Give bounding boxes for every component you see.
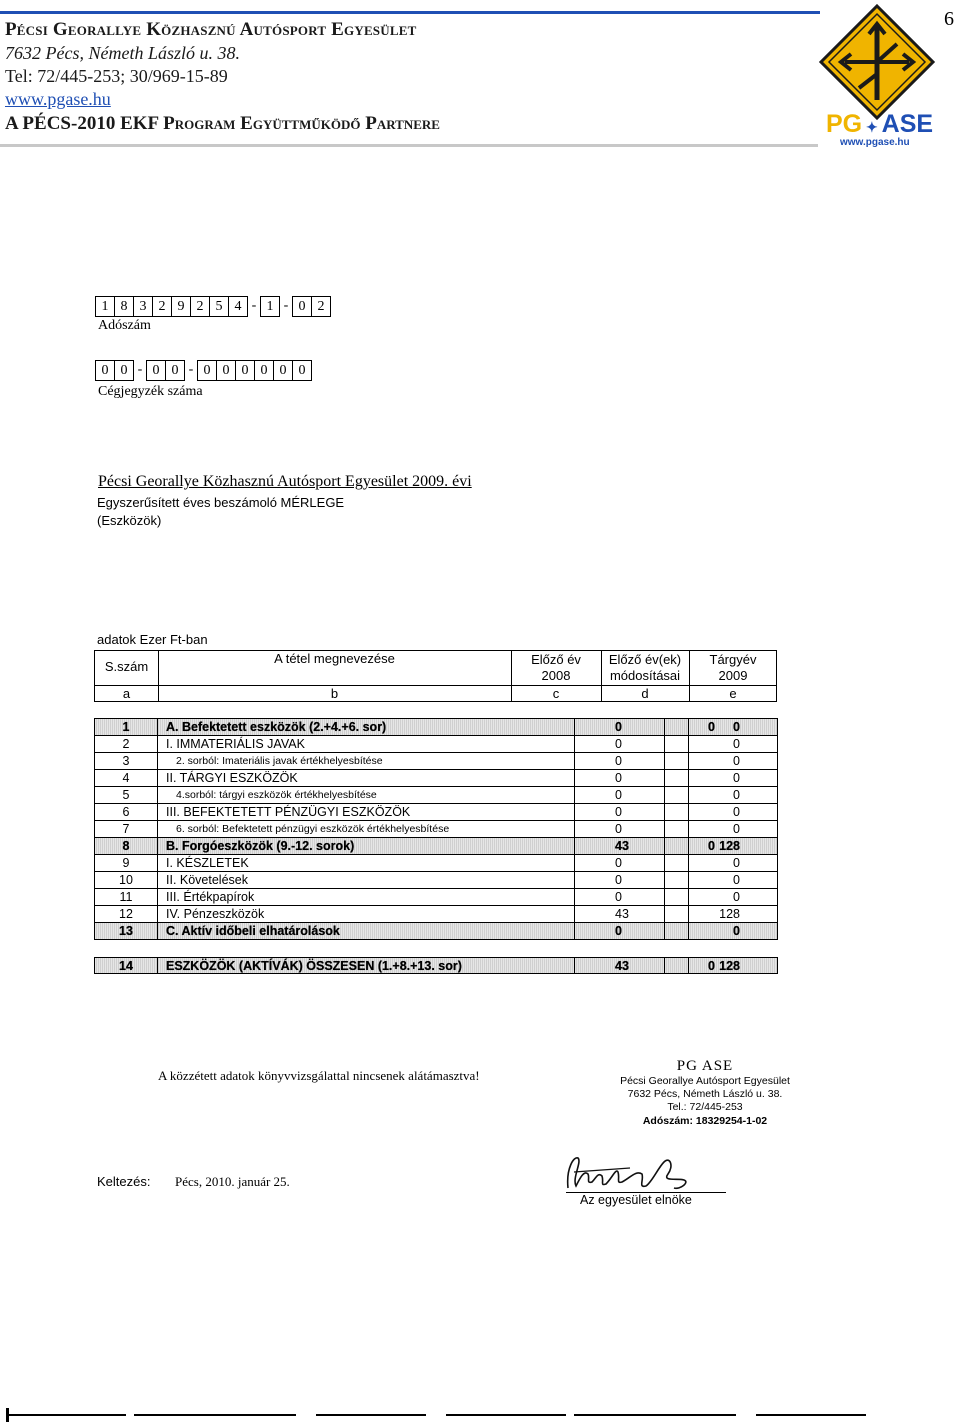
document-subtitle: Egyszerűsített éves beszámoló MÉRLEGE [97,495,345,510]
company-reg-digit: 0 [95,360,115,381]
table-row [94,872,778,889]
row-current-year-cell [688,804,778,820]
company-reg-digit: - [137,362,143,377]
row-number: 4 [94,770,157,786]
row-current-year-cell [688,923,778,939]
col-current-year-value: 2009 [718,668,748,683]
row-description: B. Forgóeszközök (9.-12. sorok) [157,838,574,854]
table-row [94,889,778,906]
table-row [94,838,778,855]
row-prev-year-value: 0 [574,719,664,735]
row-current-year-cell [688,821,778,837]
balance-table-header [94,650,777,702]
row-current-year-cell [688,906,778,922]
table-row [94,804,778,821]
unit-note: adatok Ezer Ft-ban [97,632,208,647]
table-row [94,855,778,872]
col-letter-d: d [641,686,649,701]
row-prev-year-value: 0 [574,770,664,786]
row-modification-value: 0 [664,958,758,973]
row-current-year-cell [688,958,778,973]
row-current-year-cell [688,753,778,769]
row-number: 1 [94,719,157,735]
col-item-name: A tétel megnevezése [274,651,395,666]
row-prev-year-value: 43 [574,958,664,973]
col-letter-e: e [729,686,737,701]
company-reg-boxes [95,360,311,381]
col-letter-c: c [552,686,560,701]
row-description: IV. Pénzeszközök [157,906,574,922]
signature-label: Az egyesület elnöke [580,1193,692,1207]
table-row [94,821,778,838]
tax-id-digit: 9 [171,296,191,317]
organization-stamp [605,1058,805,1128]
row-prev-year-value: 0 [574,923,664,939]
row-prev-year-value: 0 [574,872,664,888]
tax-id-digit: 0 [292,296,312,317]
row-current-year-value: 128 [719,907,740,921]
logo-ase: ASE [881,110,934,138]
row-current-year-value: 0 [733,771,740,785]
document-subtitle-assets: (Eszközök) [97,513,162,528]
table-row [94,787,778,804]
audit-note: A közzétett adatok könyvvizsgálattal nincsenek alátámasztva! [158,1068,480,1083]
row-number: 10 [94,872,157,888]
row-current-year-cell [688,787,778,803]
company-reg-digit: 0 [292,360,312,381]
row-current-year-cell [688,719,778,735]
tax-id-label: Adószám [98,318,151,333]
table-row [94,736,778,753]
company-reg-digit: 0 [114,360,134,381]
table-row [94,923,778,940]
row-current-year-value: 0 [733,805,740,819]
row-number: 14 [94,958,157,973]
table-row [94,770,778,787]
col-letter-a: a [122,686,131,701]
row-number: 8 [94,838,157,854]
row-description: I. KÉSZLETEK [157,855,574,871]
row-current-year-cell [688,855,778,871]
row-number: 5 [94,787,157,803]
row-number: 11 [94,889,157,905]
table-row [94,719,778,736]
company-reg-digit: 0 [273,360,293,381]
table-row [94,906,778,923]
row-description: 6. sorból: Befektetett pénzügyi eszközök értékhelyesbítése [157,821,574,837]
tax-id-digit: - [251,298,257,313]
row-current-year-value: 0 [733,754,740,768]
table-row [94,957,778,974]
logo-url: www.pgase.hu [840,137,910,148]
row-prev-year-value: 0 [574,804,664,820]
table-gap [94,940,778,957]
document-title: Pécsi Georallye Közhasznú Autósport Egyesület 2009. évi [98,473,472,490]
row-current-year-cell [688,736,778,752]
row-current-year-cell [688,770,778,786]
org-website-link[interactable]: www.pgase.hu [5,89,111,109]
row-prev-year-value: 0 [574,787,664,803]
tax-id-digit: 4 [228,296,248,317]
col-prev-year-value: 2008 [541,668,571,683]
row-description: II. Követelések [157,872,574,888]
row-prev-year-value: 0 [574,855,664,871]
balance-table-body [94,718,778,974]
org-phone: Tel: 72/445-253; 30/969-15-89 [5,66,228,86]
company-reg-digit: - [188,362,194,377]
row-current-year-value: 0 [733,890,740,904]
row-current-year-cell [688,838,778,854]
row-current-year-cell [688,889,778,905]
col-modifications: Előző év(ek) [608,652,682,667]
row-current-year-value: 0 [733,924,740,938]
row-modification-value: 0 [664,719,758,735]
company-reg-digit: 0 [146,360,166,381]
stamp-line-2: Pécsi Georallye Autósport Egyesület [620,1075,790,1087]
row-number: 2 [94,736,157,752]
header-rule-bottom [0,144,818,147]
row-current-year-value: 0 [733,856,740,870]
table-row [94,753,778,770]
row-prev-year-value: 43 [574,906,664,922]
row-description: 2. sorból: Imateriális javak értékhelyesbítése [157,753,574,769]
row-description: III. BEFEKTETETT PÉNZÜGYI ESZKÖZÖK [157,804,574,820]
row-description: II. TÁRGYI ESZKÖZÖK [157,770,574,786]
logo-wordmark: PG ✦ ASE [826,110,934,138]
row-number: 6 [94,804,157,820]
col-prev-year: Előző év [531,652,581,667]
company-reg-digit: 0 [165,360,185,381]
row-number: 7 [94,821,157,837]
row-description: 4.sorból: tárgyi eszközök értékhelyesbítése [157,787,574,803]
tax-id-digit: 1 [95,296,115,317]
org-name: Pécsi Georallye Közhasznú Autósport Egyesület [5,19,417,40]
stamp-line-5: Adószám: 18329254-1-02 [642,1115,768,1127]
row-number: 3 [94,753,157,769]
row-current-year-value: 0 [733,822,740,836]
row-current-year-value: 128 [719,839,740,853]
col-letter-b: b [330,686,339,701]
page-number: 6 [944,8,954,30]
row-number: 12 [94,906,157,922]
dated-value: Pécs, 2010. január 25. [175,1174,290,1189]
row-current-year-cell [688,872,778,888]
row-description: I. IMMATERIÁLIS JAVAK [157,736,574,752]
row-description: III. Értékpapírok [157,889,574,905]
row-current-year-value: 0 [733,737,740,751]
tax-id-digit: 8 [114,296,134,317]
handwritten-signature [560,1148,730,1198]
company-reg-digit: 0 [197,360,217,381]
col-s-szam: S.szám [104,659,149,674]
row-number: 13 [94,923,157,939]
tax-id-digit: 5 [209,296,229,317]
row-prev-year-value: 0 [574,821,664,837]
tax-id-boxes [95,296,330,317]
company-reg-digit: 0 [235,360,255,381]
company-reg-digit: 0 [254,360,274,381]
row-prev-year-value: 43 [574,838,664,854]
company-reg-digit: 0 [216,360,236,381]
company-reg-label: Cégjegyzék száma [98,384,203,399]
stamp-line-1: PG ASE [676,1058,734,1074]
tax-id-digit: 2 [152,296,172,317]
row-description: A. Befektetett eszközök (2.+4.+6. sor) [157,719,574,735]
col-modifications-2: módosításai [609,668,681,683]
stamp-line-3: 7632 Pécs, Németh László u. 38. [627,1088,783,1100]
row-prev-year-value: 0 [574,753,664,769]
row-prev-year-value: 0 [574,736,664,752]
row-modification-value: 0 [664,838,758,854]
col-current-year: Tárgyév [709,652,757,667]
row-number: 9 [94,855,157,871]
tax-id-digit: 1 [260,296,280,317]
row-current-year-value: 0 [733,873,740,887]
scan-bottom-line [6,1414,886,1416]
tax-id-digit: 3 [133,296,153,317]
tax-id-digit: 2 [190,296,210,317]
org-address: 7632 Pécs, Németh László u. 38. [5,43,240,63]
row-current-year-value: 0 [733,788,740,802]
row-current-year-value: 128 [719,959,740,973]
org-partner-line: A PÉCS-2010 EKF Program Együttműködő Partnere [5,113,440,134]
tax-id-digit: - [283,298,289,313]
tax-id-digit: 2 [311,296,331,317]
header-rule-top [0,11,820,14]
logo-pg: PG [826,110,863,138]
row-description: ESZKÖZÖK (AKTÍVÁK) ÖSSZESEN (1.+8.+13. sor) [157,958,574,973]
row-description: C. Aktív időbeli elhatárolások [157,923,574,939]
dated-label: Keltezés: [97,1174,151,1189]
letterhead [5,18,440,137]
stamp-line-4: Tel.: 72/445-253 [667,1101,743,1113]
row-prev-year-value: 0 [574,889,664,905]
row-current-year-value: 0 [733,720,740,734]
